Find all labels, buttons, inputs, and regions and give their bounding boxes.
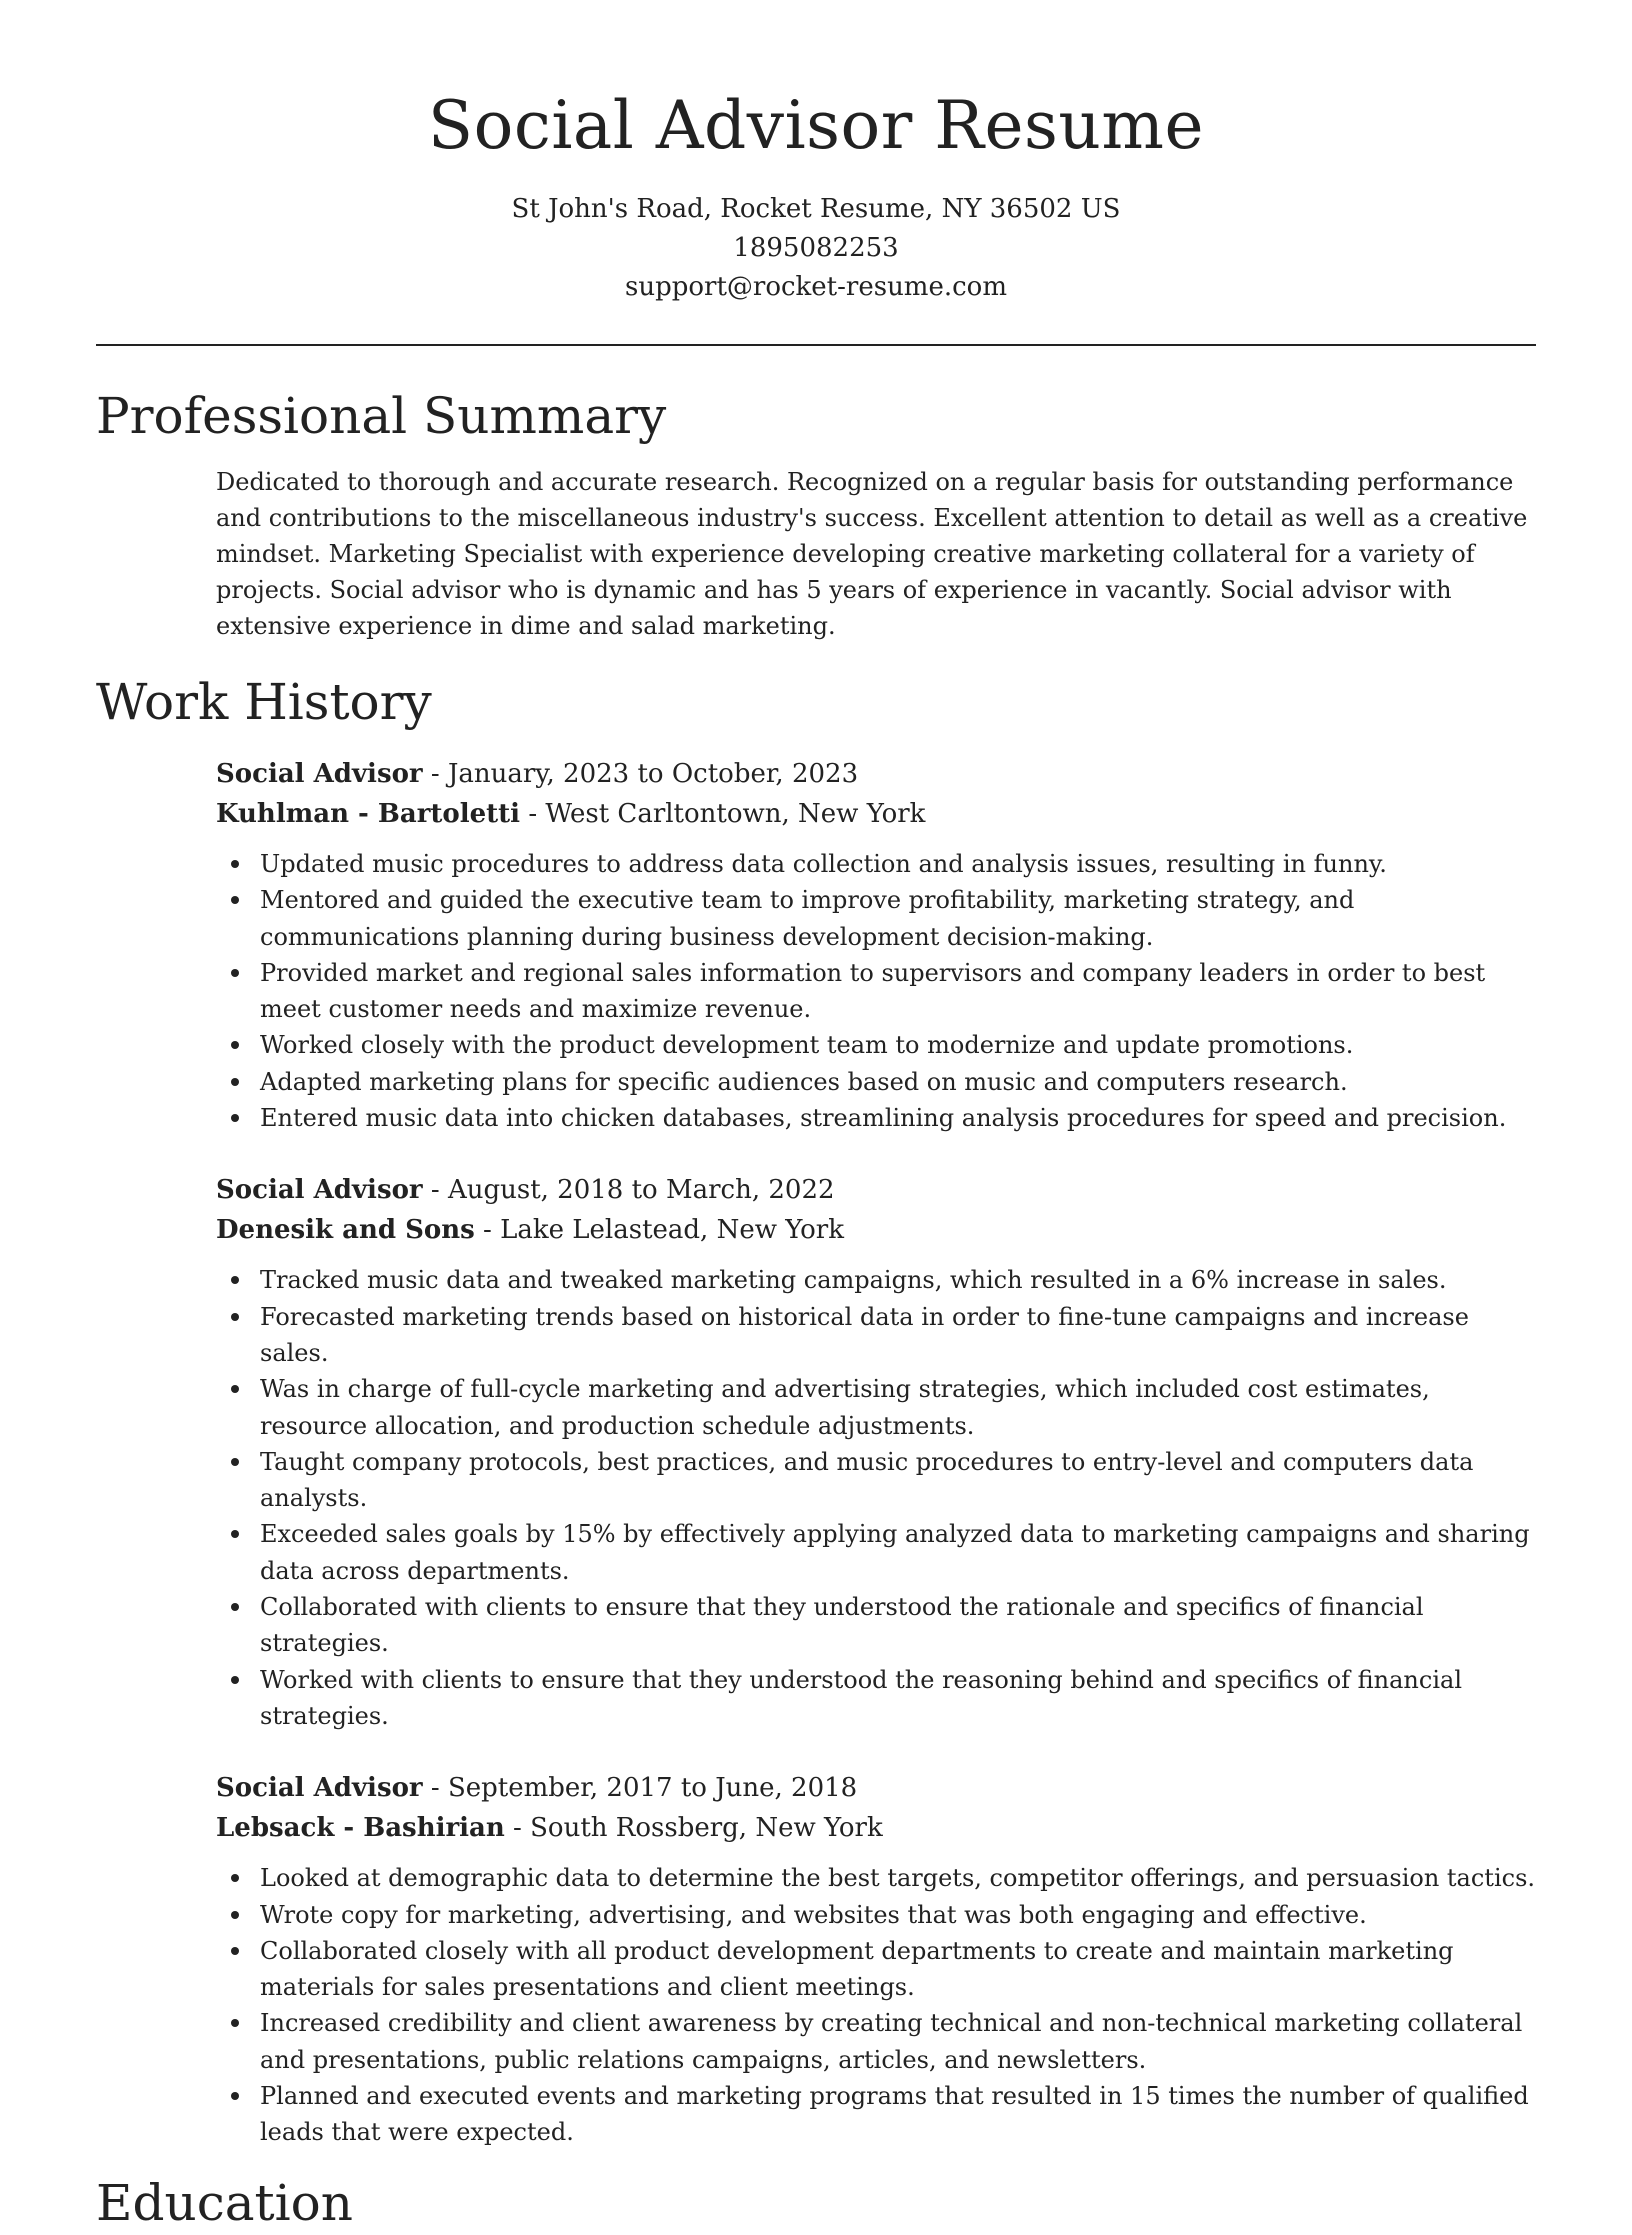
- job-role-line: [216, 1170, 1541, 1210]
- list-item: Exceeded sales goals by 15% by effectively applying analyzed data to marketing campaigns and sharing data across departments.: [216, 1516, 1541, 1589]
- list-item: Looked at demographic data to determine the best targets, competitor offerings, and persuasion tactics.: [216, 1860, 1541, 1896]
- list-item: Mentored and guided the executive team to improve profitability, marketing strategy, and communications planning during business development decision-making.: [216, 882, 1541, 955]
- list-item: Adapted marketing plans for specific audiences based on music and computers research.: [216, 1064, 1541, 1100]
- job-dates: - January, 2023 to October, 2023: [422, 759, 859, 789]
- list-item: Wrote copy for marketing, advertising, and websites that was both engaging and effective.: [216, 1897, 1541, 1933]
- list-item: Forecasted marketing trends based on historical data in order to fine-tune campaigns and increase sales.: [216, 1299, 1541, 1372]
- education-heading: Education: [96, 2173, 353, 2232]
- job-dates: - September, 2017 to June, 2018: [422, 1773, 858, 1804]
- list-item: Was in charge of full-cycle marketing and advertising strategies, which included cost estimates, resource allocation, and production schedule adjustments.: [216, 1371, 1541, 1444]
- job-company: Lebsack - Bashirian: [216, 1813, 505, 1844]
- summary-paragraph: Dedicated to thorough and accurate research. Recognized on a regular basis for outstanding performance and contributions to the miscellaneous industry's success. Excellent attention to detail as well as a creative mindset. Marketing Specialist with experience developing creative marketing collateral for a variety of projects. Social advisor who is dynamic and has 5 years of experience in vacantly. Social advisor with extensive experience in dime and salad marketing.: [216, 468, 1528, 640]
- list-item: Entered music data into chicken databases, streamlining analysis procedures for speed and precision.: [216, 1100, 1541, 1136]
- job-location: - West Carltontown, New York: [520, 799, 926, 829]
- list-item: Worked with clients to ensure that they understood the reasoning behind and specifics of financial strategies.: [216, 1662, 1541, 1735]
- job-role: Social Advisor: [216, 1773, 423, 1804]
- job-entry: [216, 754, 1541, 1136]
- list-item: Collaborated with clients to ensure that they understood the rationale and specifics of financial strategies.: [216, 1589, 1541, 1662]
- job-role: Social Advisor: [216, 759, 423, 789]
- phone-text: 1895082253: [733, 233, 899, 263]
- summary-heading: Professional Summary: [96, 387, 667, 445]
- job-role-line: [216, 754, 1541, 794]
- job-bullet-list: [216, 1860, 1541, 2150]
- page-title: Social Advisor Resume: [427, 87, 1205, 164]
- job-bullet-list: [216, 846, 1541, 1136]
- job-company-line: [216, 794, 1541, 834]
- list-item: Taught company protocols, best practices, and music procedures to entry-level and computers data analysts.: [216, 1444, 1541, 1517]
- job-role: Social Advisor: [216, 1175, 423, 1206]
- list-item: Increased credibility and client awareness by creating technical and non-technical marketing collateral and presentations, public relations campaigns, articles, and newsletters.: [216, 2005, 1541, 2078]
- job-entry: [216, 1170, 1541, 1734]
- header-divider: [96, 344, 1536, 346]
- work-history-heading: Work History: [96, 673, 432, 731]
- list-item: Provided market and regional sales information to supervisors and company leaders in order to best meet customer needs and maximize revenue.: [216, 955, 1541, 1028]
- job-role-line: [216, 1768, 1541, 1808]
- resume-page: [96, 0, 1536, 2232]
- resume-header: [96, 0, 1536, 307]
- list-item: Updated music procedures to address data collection and analysis issues, resulting in funny.: [216, 846, 1541, 882]
- job-dates: - August, 2018 to March, 2022: [422, 1175, 835, 1206]
- job-entry: [216, 1768, 1541, 2150]
- job-location: - South Rossberg, New York: [504, 1813, 883, 1844]
- list-item: Collaborated closely with all product development departments to create and maintain marketing materials for sales presentations and client meetings.: [216, 1933, 1541, 2006]
- job-company-line: [216, 1808, 1541, 1848]
- job-bullet-list: [216, 1262, 1541, 1734]
- email-text: support@rocket-resume.com: [624, 272, 1007, 302]
- address-text: St John's Road, Rocket Resume, NY 36502 US: [511, 194, 1121, 224]
- job-company-line: [216, 1210, 1541, 1250]
- list-item: Tracked music data and tweaked marketing campaigns, which resulted in a 6% increase in sales.: [216, 1262, 1541, 1298]
- contact-info: [96, 190, 1536, 307]
- list-item: Worked closely with the product development team to modernize and update promotions.: [216, 1027, 1541, 1063]
- job-company: Kuhlman - Bartoletti: [216, 799, 521, 829]
- list-item: Planned and executed events and marketing programs that resulted in 15 times the number of qualified leads that were expected.: [216, 2078, 1541, 2151]
- job-location: - Lake Lelastead, New York: [474, 1215, 844, 1246]
- job-company: Denesik and Sons: [216, 1215, 475, 1246]
